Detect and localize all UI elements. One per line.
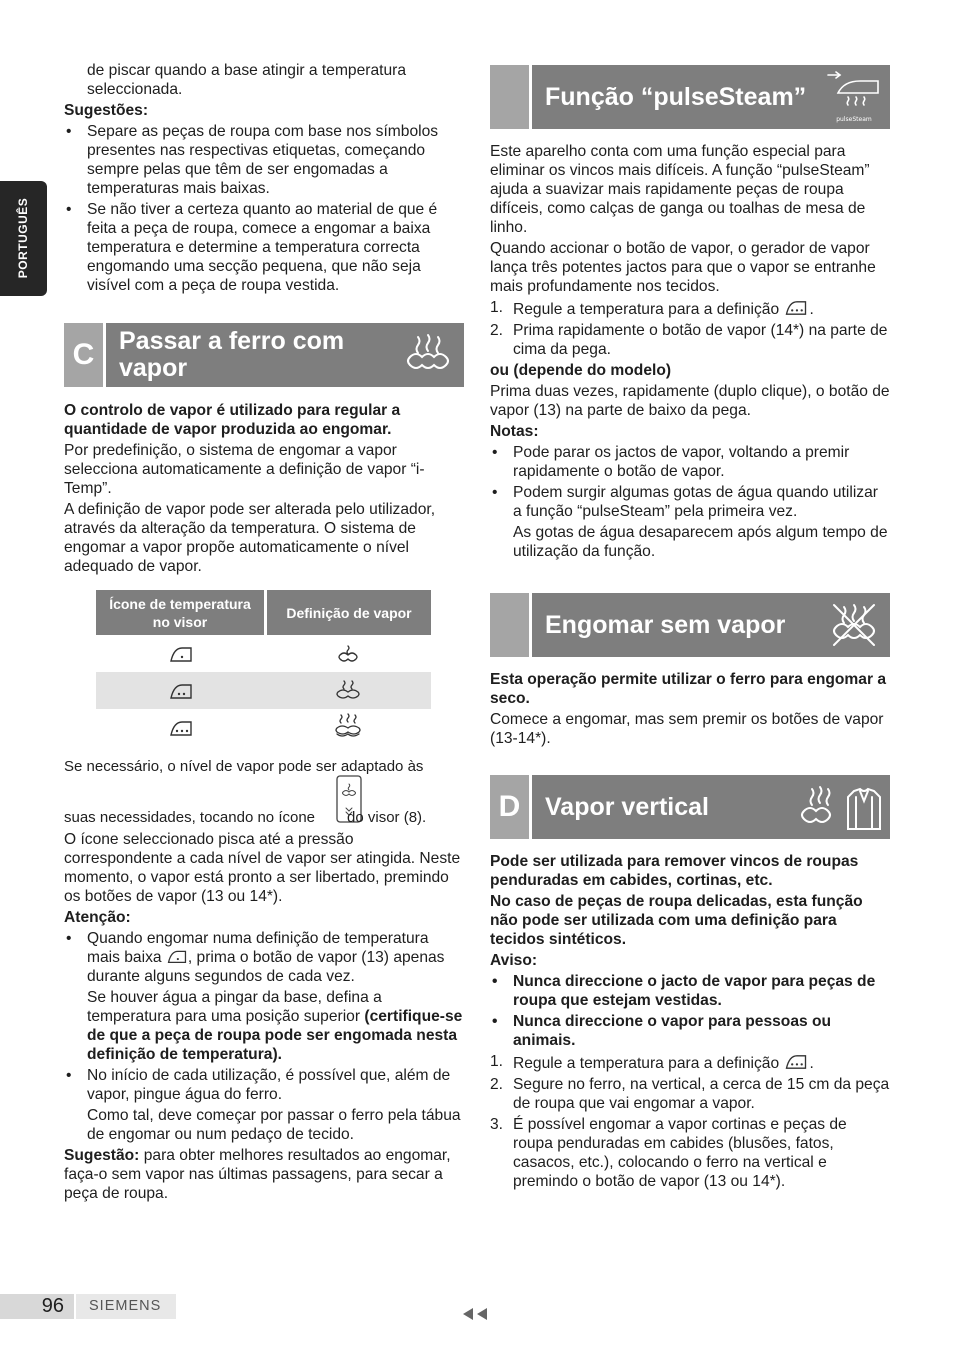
adapt-line2a: suas necessidades, tocando no ícone xyxy=(64,809,316,826)
list-item: 1. Regule a temperatura para a definição . xyxy=(490,299,814,318)
list-item: • Nunca direccione o vapor para pessoas ou animais. xyxy=(490,1012,890,1050)
section-d-body xyxy=(490,852,890,1193)
section-c-lead: O controlo de vapor é utilizado para regular a quantidade de vapor produzida ao engomar. xyxy=(64,402,401,438)
section-d-header xyxy=(490,775,890,839)
iron-3-dots-icon xyxy=(783,298,809,317)
list-item: 1. Regule a temperatura para a definição . xyxy=(490,1053,814,1072)
steam-low-icon xyxy=(337,644,359,664)
adapt-line2b: do visor (8). xyxy=(347,809,427,826)
list-item: • Quando engomar numa definição de temperatura mais baixa , prima o botão de vapor (13) apenas durante alguns segundos de cada vez. xyxy=(64,929,464,986)
pulse-steps xyxy=(490,298,890,359)
list-item: • No início de cada utilização, é possível que, além de vapor, pingue água do ferro. xyxy=(64,1066,464,1104)
list-item: • Separe as peças de roupa com base nos símbolos presentes nas respectivas etiquetas, começando sempre pelas que têm de ser engomadas a temperaturas mais baixas. xyxy=(64,122,464,198)
attention-list-2 xyxy=(64,1066,464,1104)
iron-1-dot-icon xyxy=(168,644,194,664)
notes-list xyxy=(490,443,890,521)
section-c-p1: Por predefinição, o sistema de engomar a vapor selecciona automaticamente a definição de vapor “i-Temp”. xyxy=(64,442,425,497)
list-item: 2. Prima rapidamente o botão de vapor (14*) na parte de cima da pega. xyxy=(490,322,888,358)
list-item: 3. É possível engomar a vapor cortinas e peças de roupa penduradas em cabides (blusões, fatos, casacos, etc.), colocando o ferro na vertical e premindo o botão de vapor (13 ou 14*). xyxy=(490,1116,847,1190)
section-title: Função “pulseSteam” xyxy=(545,82,807,111)
adapt-line1: Se necessário, o nível de vapor pode ser adaptado às xyxy=(64,758,424,775)
language-tab xyxy=(0,181,47,296)
dry-ironing-header xyxy=(490,593,890,657)
steam-medium-icon xyxy=(335,679,361,703)
warning-list xyxy=(490,972,890,1050)
pulsesteam-body xyxy=(490,142,890,563)
section-title: Vapor vertical xyxy=(545,792,709,821)
section-c-body-2 xyxy=(64,830,464,1205)
table-row xyxy=(96,709,431,746)
list-item: 2. Segure no ferro, na vertical, a cerca de 15 cm da peça de roupa que vai engomar a vapor. xyxy=(490,1076,890,1112)
list-item: • Pode parar os jactos de vapor, voltando a premir rapidamente o botão de vapor. xyxy=(490,443,890,481)
table-header: Definição de vapor xyxy=(266,590,432,635)
attention-2-b: Como tal, deve começar por passar o ferro pela tábua de engomar ou num pedaço de tecido. xyxy=(87,1107,461,1143)
pulse-p2: Quando accionar o botão de vapor, o gerador de vapor lança três potentes jactos para que o vapor se entranhe mais profundamente nos tecidos. xyxy=(490,240,876,295)
section-letter: C xyxy=(64,323,103,387)
iron-3-dots-icon xyxy=(168,718,194,738)
dry-lead: Esta operação permite utilizar o ferro para engomar a seco. xyxy=(490,671,887,707)
section-title: Engomar sem vapor xyxy=(545,610,786,639)
pulsesteam-icon xyxy=(826,69,882,125)
previous-page-icon[interactable] xyxy=(461,1306,491,1322)
section-c-p2: A definição de vapor pode ser alterada pelo utilizador, através da alteração da temperatura. O sistema de engomar a vapor propõe automaticamente o nível adequado de vapor. xyxy=(64,501,436,575)
list-item: • Podem surgir algumas gotas de água quando utilizar a função “pulseSteam” pela primeira vez. xyxy=(490,483,890,521)
pulse-p3: Prima duas vezes, rapidamente (duplo clique), o botão de vapor (13) na parte de baixo da pega. xyxy=(490,383,890,419)
or-label: ou (depende do modelo) xyxy=(490,362,672,379)
list-item: • Se não tiver a certeza quanto ao material de que é feita a peça de roupa, comece a engomar a baixa temperatura e determine a temperatura correcta engomando uma secção pequena, que não seja visível com a peça de roupa vestida. xyxy=(64,200,464,295)
vertical-lead2: No caso de peças de roupa delicadas, esta função não pode ser utilizada com uma definição para tecidos sintéticos. xyxy=(490,893,863,948)
section-c-p3: O ícone seleccionado pisca até a pressão correspondente a cada nível de vapor ser atingida. Neste momento, o vapor está pronto a ser libertado, premindo os botões de vapor (13 ou 14*). xyxy=(64,831,461,905)
brand-label: SIEMENS xyxy=(76,1294,176,1319)
notes-label: Notas: xyxy=(490,423,539,440)
tip-paragraph: Sugestão: para obter melhores resultados ao engomar, faça-o sem vapor nas últimas passagens, para secar a peça de roupa. xyxy=(64,1147,451,1202)
table-row xyxy=(96,672,431,709)
page-number: 96 xyxy=(0,1294,74,1319)
attention-1-c: Se houver água a pingar da base, defina a temperatura para uma posição superior (certifique-se de que a peça de roupa pode ser engomada nesta definição de temperatura). xyxy=(87,989,463,1063)
attention-list xyxy=(64,929,464,986)
vertical-steam-icon xyxy=(800,779,884,835)
iron-3-dots-icon xyxy=(783,1052,809,1071)
section-c-header xyxy=(64,323,464,387)
steam-settings-table xyxy=(96,590,431,746)
iron-2-dots-icon xyxy=(168,681,194,701)
warning-label: Aviso: xyxy=(490,952,538,969)
list-item: • Nunca direccione o jacto de vapor para peças de roupa que estejam vestidas. xyxy=(490,972,890,1010)
svg-text:pulseSteam: pulseSteam xyxy=(836,116,872,123)
no-steam-icon xyxy=(826,597,882,653)
adapt-text xyxy=(64,757,464,778)
vertical-lead1: Pode ser utilizada para remover vincos de roupas penduradas em cabides, cortinas, etc. xyxy=(490,853,859,889)
section-letter: D xyxy=(490,775,529,839)
vertical-steps xyxy=(490,1052,890,1191)
steam-icon xyxy=(400,327,456,383)
note-2b: As gotas de água desaparecem após algum tempo de utilização da função. xyxy=(513,524,888,560)
table-row xyxy=(96,635,431,672)
suggestions-label: Sugestões: xyxy=(64,102,149,119)
table-header: Ícone de temperatura no visor xyxy=(96,590,266,635)
left-column xyxy=(64,61,464,297)
pulsesteam-header xyxy=(490,65,890,129)
attention-label: Atenção: xyxy=(64,909,131,926)
section-c-body xyxy=(64,401,464,578)
section-title: Passar a ferro com vapor xyxy=(119,327,345,382)
suggestions-list xyxy=(64,122,464,295)
dry-p1: Comece a engomar, mas sem premir os botões de vapor (13-14*). xyxy=(490,711,884,747)
adapt-line2 xyxy=(64,808,464,827)
dry-ironing-body xyxy=(490,670,890,750)
steam-high-icon xyxy=(333,713,363,743)
language-label: PORTUGUÊS xyxy=(16,197,30,279)
intro-continuation: de piscar quando a base atingir a temperatura seleccionada. xyxy=(87,62,407,98)
iron-1-dot-icon xyxy=(166,948,188,965)
pulse-p1: Este aparelho conta com uma função especial para eliminar os vincos mais difíceis. A função “pulseSteam” ajuda a suavizar mais rapidamente peças de roupa difíceis, como calças de ganga ou toalhas de mesa de linho. xyxy=(490,143,870,236)
